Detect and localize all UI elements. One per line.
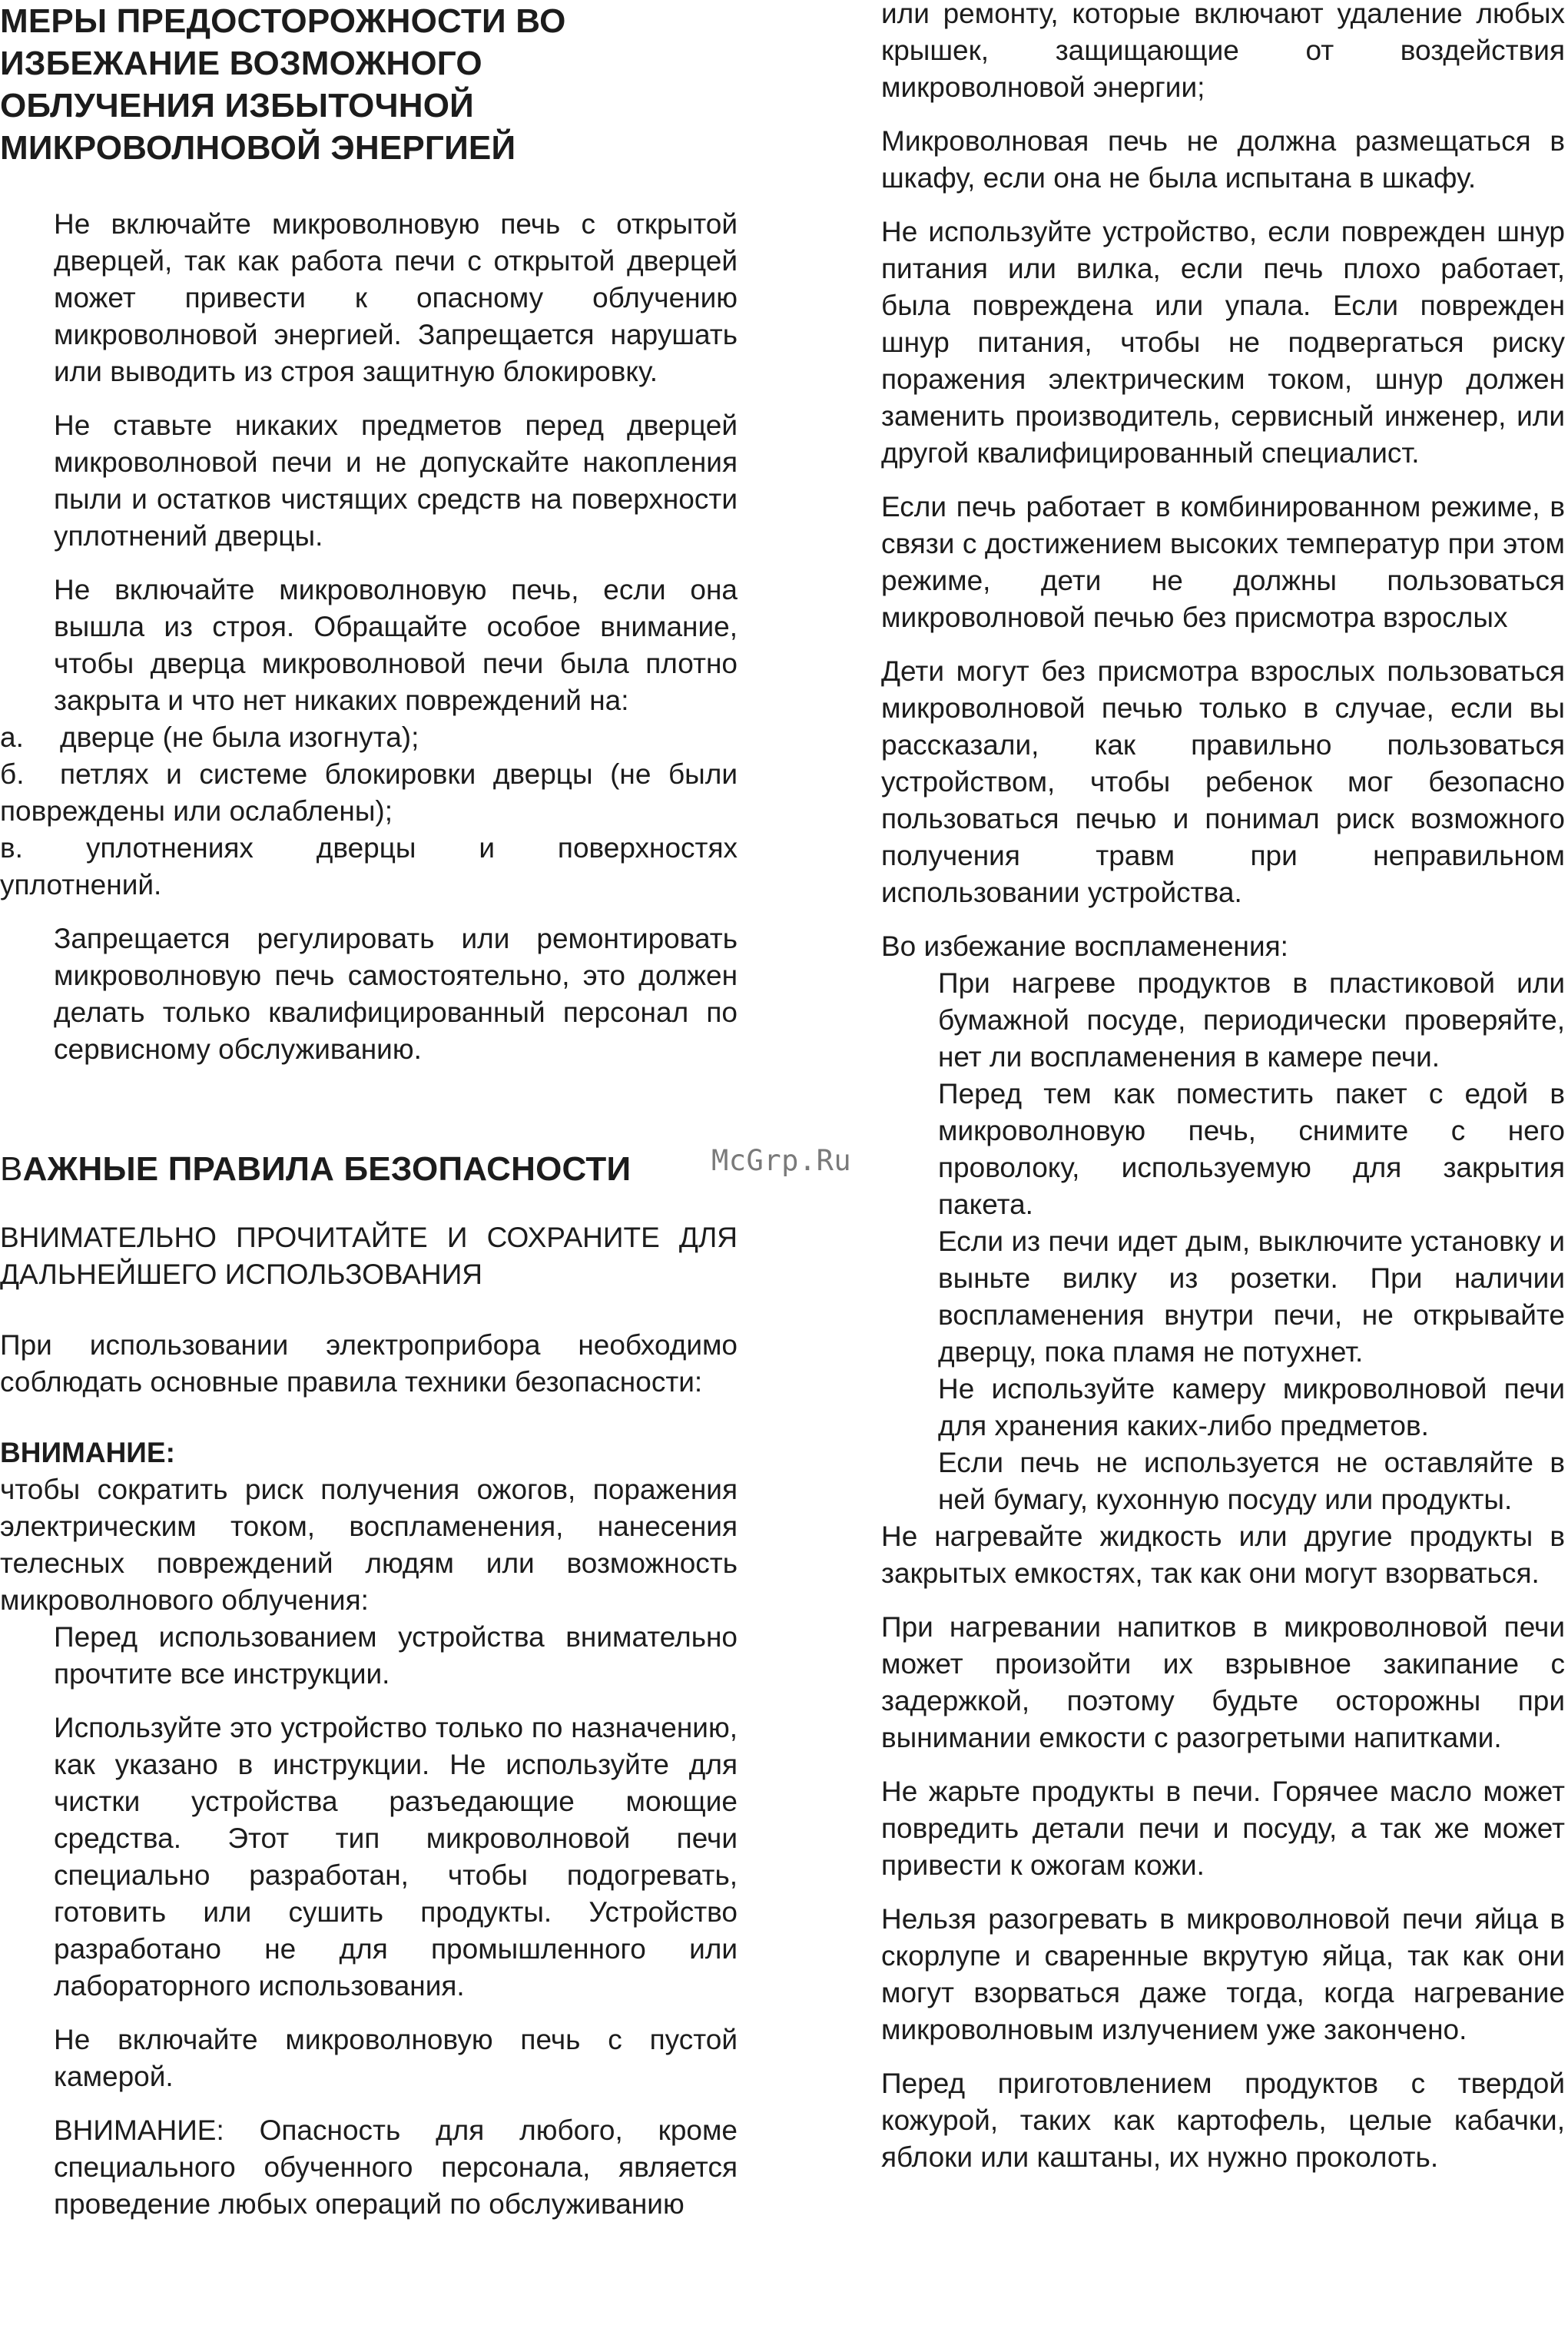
- list-item: При нагреве продуктов в пластиковой или бумажной посуде, периодически проверяйте, нет ли воспламенения в камере печи.: [938, 967, 1565, 1073]
- paragraph-basic-rules: При использовании электроприбора необходимо соблюдать основные правила техники безопасности:: [0, 1329, 738, 1398]
- paragraph-service-warning: ВНИМАНИЕ: Опасность для любого, кроме специального обученного персонала, является проведение любых операций по обслуживанию: [54, 2114, 738, 2220]
- paragraph-no-frying: Не жарьте продукты в печи. Горячее масло может повредить детали печи и посуду, а так же может привести к ожогам кожи.: [881, 1776, 1565, 1881]
- paragraph-closed-containers: Не нагревайте жидкость или другие продукты в закрытых емкостях, так как они могут взорваться.: [881, 1521, 1565, 1589]
- safety-rules-title: ВАЖНЫЕ ПРАВИЛА БЕЗОПАСНОСТИ: [0, 1150, 632, 1188]
- list-item: а. дверце (не была изогнута);: [0, 721, 419, 753]
- right-column: [881, 0, 1565, 2176]
- paragraph-no-objects: Не ставьте никаких предметов перед дверцей микроволновой печи и не допускайте накопления пыли и остатков чистящих средств на поверхности уплотнений дверцы.: [54, 410, 738, 552]
- paragraph-broken-oven: Не включайте микроволновую печь, если она вышла из строя. Обращайте особое внимание, чтобы дверца микроволновой печи была плотно закрыта и что нет никаких повреждений на:: [54, 574, 738, 716]
- paragraph-pierce-skin: Перед приготовлением продуктов с твердой кожурой, таких как картофель, целые кабачки, яблоки или каштаны, их нужно проколоть.: [881, 2068, 1565, 2173]
- paragraph-boiling-drinks: При нагревании напитков в микроволновой печи может произойти их взрывное закипание с задержкой, поэтому будьте осторожны при вынимании емкости с разогретыми напитками.: [881, 1611, 1565, 1753]
- paragraph-read-instructions: Перед использованием устройства внимательно прочтите все инструкции.: [54, 1621, 738, 1690]
- fire-prevention-list: [881, 965, 1565, 1518]
- paragraph-intended-use: Используйте это устройство только по назначению, как указано в инструкции. Не используйте для чистки устройства разъедающие моющие средства. Этот тип микроволновой печи специально разработан, чтобы подогревать, готовить или сушить продукты. Устройство разработано не для промышленного или лабораторного использования.: [54, 1712, 738, 2002]
- paragraph-risk: чтобы сократить риск получения ожогов, поражения электрическим током, воспламенения, нанесения телесных повреждений людям или возможность микроволнового облучения:: [0, 1474, 738, 1616]
- paragraph-repair-continued: или ремонту, которые включают удаление любых крышек, защищающие от воздействия микроволновой энергии;: [881, 0, 1565, 103]
- paragraph-damaged-cord: Не используйте устройство, если поврежден шнур питания или вилка, если печь плохо работает, была повреждена или упала. Если поврежден шнур питания, чтобы не подвергаться риску поражения электрическим током, шнур должен заменить производитель, сервисный инженер, или другой квалифицированный специалист.: [881, 216, 1565, 469]
- list-item: Перед тем как поместить пакет с едой в микроволновую печь, снимите с него проволоку, используемую для закрытия пакета.: [938, 1078, 1565, 1220]
- list-item: в. уплотнениях дверцы и поверхностях уплотнений.: [0, 832, 738, 900]
- paragraph-cabinet: Микроволновая печь не должна размещаться в шкафу, если она не была испытана в шкафу.: [881, 125, 1565, 194]
- list-item: Если печь не используется не оставляйте в ней бумагу, кухонную посуду или продукты.: [938, 1447, 1565, 1515]
- paragraph-combined-mode: Если печь работает в комбинированном режиме, в связи с достижением высоких температур при этом режиме, дети не должны пользоваться микроволновой печью без присмотра взрослых: [881, 491, 1565, 633]
- list-item: Не используйте камеру микроволновой печи для хранения каких-либо предметов.: [938, 1373, 1565, 1441]
- paragraph-empty-chamber: Не включайте микроволновую печь с пустой камерой.: [54, 2024, 738, 2092]
- fire-prevention-label: Во избежание воспламенения:: [881, 930, 1288, 962]
- watermark-text: McGrp.Ru: [711, 1144, 852, 1177]
- read-and-save-subtitle: ВНИМАТЕЛЬНО ПРОЧИТАЙТЕ И СОХРАНИТЕ ДЛЯ ДАЛЬНЕЙШЕГО ИСПОЛЬЗОВАНИЯ: [0, 1222, 738, 1290]
- left-column: [0, 0, 738, 2223]
- warning-label: ВНИМАНИЕ:: [0, 1437, 175, 1468]
- precautions-title: МЕРЫ ПРЕДОСТОРОЖНОСТИ ВО ИЗБЕЖАНИЕ ВОЗМОЖНОГО ОБЛУЧЕНИЯ ИЗБЫТОЧНОЙ МИКРОВОЛНОВОЙ ЭНЕРГИЕЙ: [0, 2, 566, 167]
- list-item: б. петлях и системе блокировки дверцы (не были повреждены или ослаблены);: [0, 758, 738, 827]
- paragraph-eggs: Нельзя разогревать в микроволновой печи яйца в скорлупе и сваренные вкрутую яйца, так как они могут взорваться даже тогда, когда нагревание микроволновым излучением уже закончено.: [881, 1903, 1565, 2045]
- paragraph-open-door: Не включайте микроволновую печь с открытой дверцей, так как работа печи с открытой дверцей может привести к опасному облучению микроволновой энергией. Запрещается нарушать или выводить из строя защитную блокировку.: [54, 208, 738, 387]
- paragraph-no-repair: Запрещается регулировать или ремонтировать микроволновую печь самостоятельно, это должен делать только квалифицированный персонал по сервисному обслуживанию.: [54, 923, 738, 1065]
- paragraph-children: Дети могут без присмотра взрослых пользоваться микроволновой печью только в случае, если вы рассказали, как правильно пользоваться устройством, чтобы ребенок мог безопасно пользоваться печью и понимал риск возможного получения травм при неправильном использовании устройства.: [881, 655, 1565, 908]
- list-item: Если из печи идет дым, выключите установку и выньте вилку из розетки. При наличии воспламенения внутри печи, не открывайте дверцу, пока пламя не потухнет.: [938, 1226, 1565, 1368]
- damage-list: [0, 719, 738, 904]
